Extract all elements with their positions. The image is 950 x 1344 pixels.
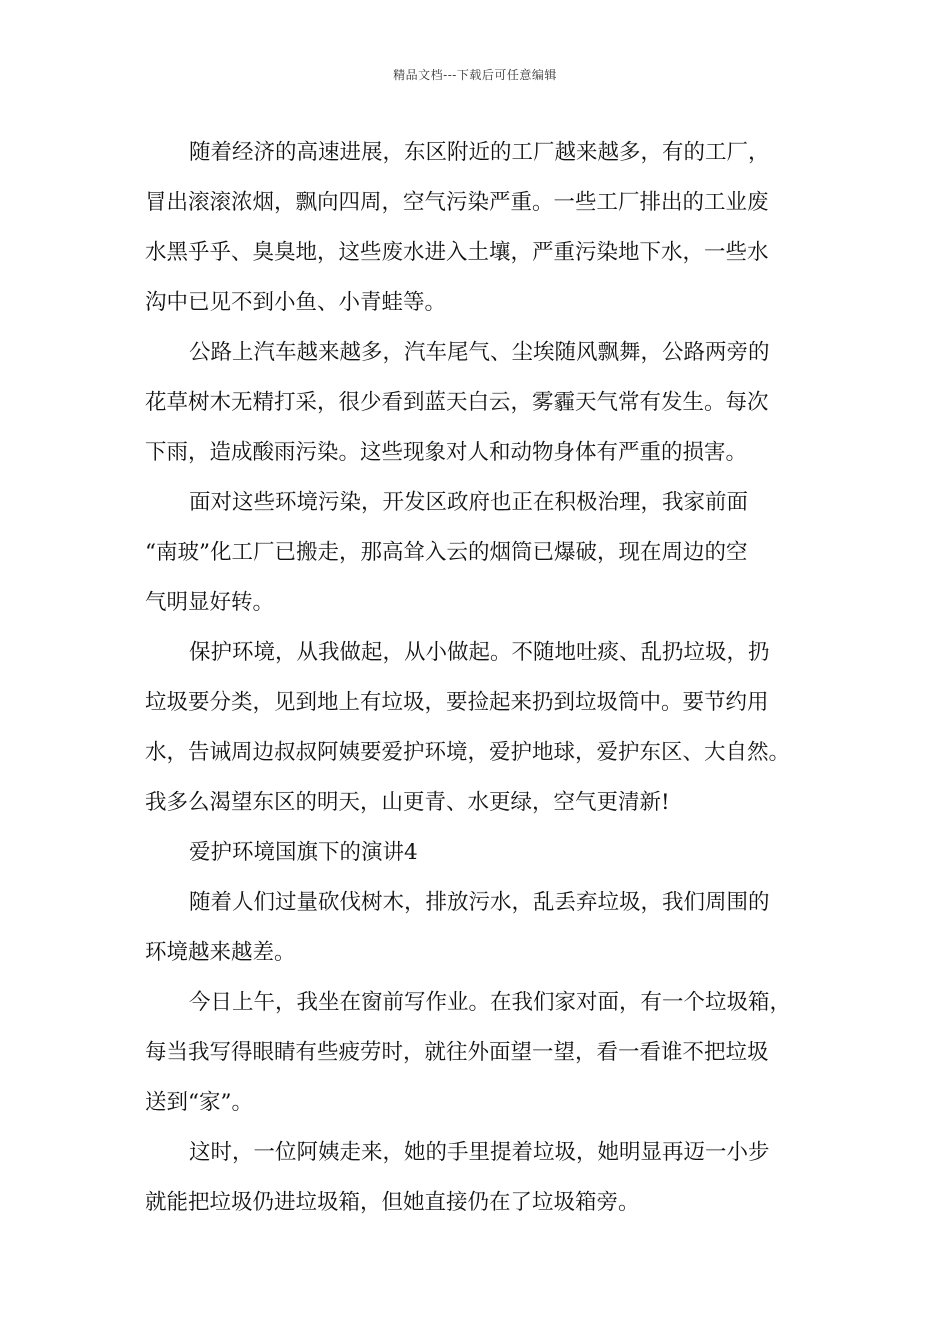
text-line: 每当我写得眼睛有些疲劳时，就往外面望一望，看一看谁不把垃圾	[145, 1040, 769, 1065]
text-line: 气明显好转。	[145, 590, 275, 615]
text-line: 冒出滚滚浓烟，飘向四周，空气污染严重。一些工厂排出的工业废	[145, 190, 769, 215]
text-line: 下雨，造成酸雨污染。这些现象对人和动物身体有严重的损害。	[145, 440, 748, 465]
text-line: 这时，一位阿姨走来，她的手里提着垃圾，她明显再迈一小步	[189, 1140, 770, 1165]
document-body	[145, 128, 815, 1228]
text-line: 水黑乎乎、臭臭地，这些废水进入土壤，严重污染地下水，一些水	[145, 240, 769, 265]
text-line: 公路上汽车越来越多，汽车尾气、尘埃随风飘舞，公路两旁的	[189, 340, 770, 365]
text-line: 今日上午，我坐在窗前写作业。在我们家对面，有一个垃圾箱，	[189, 990, 792, 1015]
text-line: 面对这些环境污染，开发区政府也正在积极治理，我家前面	[189, 490, 749, 515]
text-line: 保护环境，从我做起，从小做起。不随地吐痰、乱扔垃圾，扔	[189, 640, 770, 665]
text-line: 就能把垃圾仍进垃圾箱，但她直接仍在了垃圾箱旁。	[145, 1190, 640, 1215]
text-line: 环境越来越差。	[145, 940, 296, 965]
text-line: “南玻”化工厂已搬走，那高耸入云的烟筒已爆破，现在周边的空	[145, 540, 748, 565]
text-line: 送到“家”。	[145, 1090, 253, 1115]
text-line: 随着经济的高速进展，东区附近的工厂越来越多，有的工厂，	[189, 140, 770, 165]
text-line: 我多么渴望东区的明天，山更青、水更绿，空气更清新!	[145, 790, 670, 815]
text-line: 花草树木无精打采，很少看到蓝天白云，雾霾天气常有发生。每次	[145, 390, 769, 415]
text-line: 垃圾要分类，见到地上有垃圾，要捡起来扔到垃圾筒中。要节约用	[145, 690, 769, 715]
text-line: 沟中已见不到小鱼、小青蛙等。	[145, 290, 447, 315]
text-line: 水，告诫周边叔叔阿姨要爱护环境，爱护地球，爱护东区、大自然。	[145, 740, 791, 765]
text-line: 随着人们过量砍伐树木，排放污水，乱丢弃垃圾，我们周围的	[189, 890, 770, 915]
page-header: 精品文档---下载后可任意编辑	[393, 68, 557, 82]
section-heading: 爱护环境国旗下的演讲4	[189, 840, 418, 865]
